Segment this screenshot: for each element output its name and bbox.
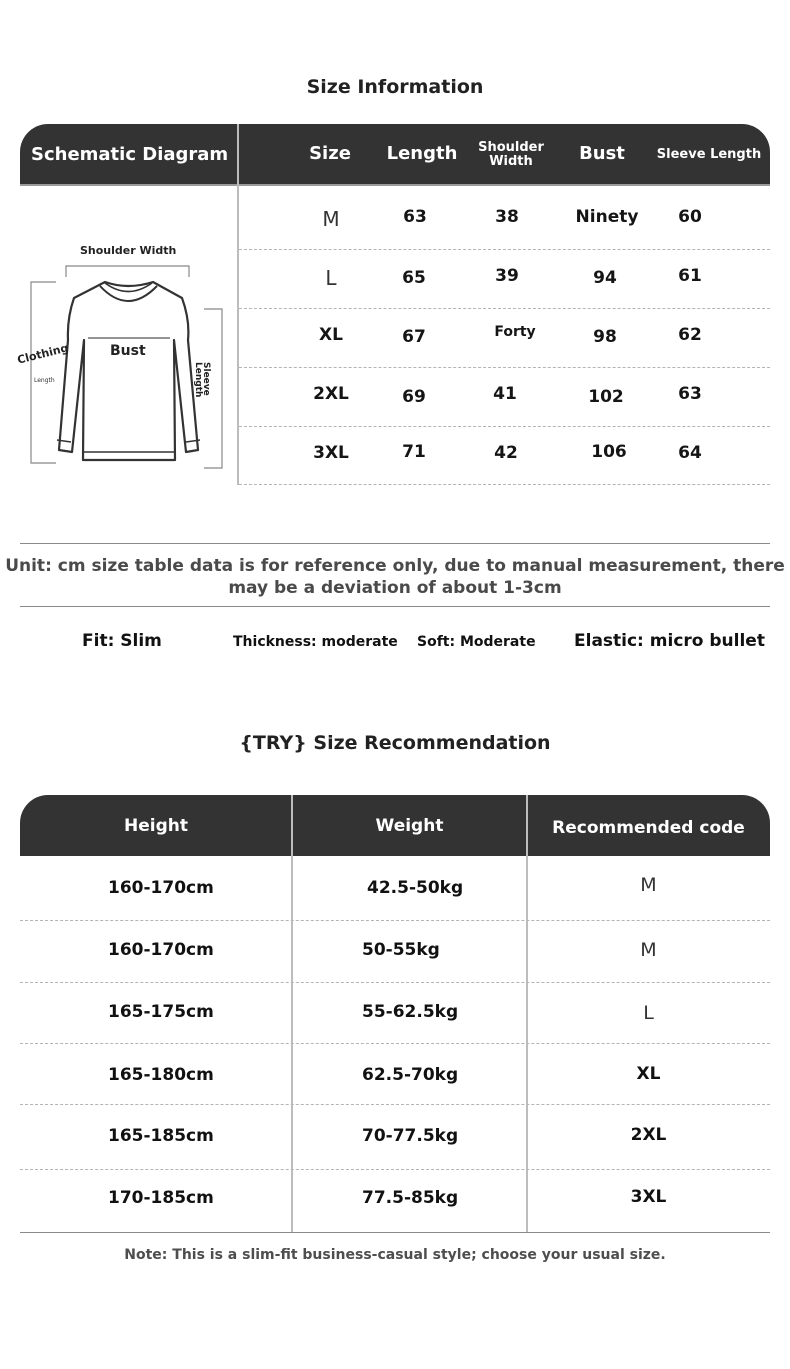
label-sleeve-length-2: Length (193, 362, 203, 398)
table-bottom-border (20, 1232, 770, 1233)
attr-elastic: Elastic: micro bullet (574, 631, 765, 651)
size-info-title: Size Information (306, 76, 484, 98)
cell-code: M (640, 874, 657, 896)
cell-weight: 62.5-70kg (362, 1065, 459, 1085)
col-bust: Bust (579, 143, 625, 165)
header-underline (20, 184, 770, 186)
attr-thickness: Thickness: moderate (233, 634, 398, 650)
cell-height: 165-175cm (108, 1002, 214, 1022)
cell-weight: 77.5-85kg (362, 1188, 459, 1208)
divider-bottom (20, 606, 770, 607)
cell-height: 165-185cm (108, 1126, 214, 1146)
cell-code: 3XL (630, 1187, 667, 1207)
col-sleeve-length: Sleeve Length (656, 146, 762, 162)
row-divider (239, 249, 770, 250)
unit-disclaimer-line1: Unit: cm size table data is for reference only, due to manual measurement, there (5, 556, 785, 576)
cell-size: 3XL (313, 443, 349, 463)
cell-size: L (325, 266, 337, 290)
cell-length: 69 (402, 387, 426, 407)
unit-disclaimer-line2: may be a deviation of about 1-3cm (228, 578, 562, 598)
cell-height: 165-180cm (108, 1065, 214, 1085)
row-divider (239, 426, 770, 427)
col-length: Length (386, 143, 458, 165)
col-weight: Weight (292, 795, 527, 856)
recommendation-title: {TRY} Size Recommendation (239, 732, 551, 754)
cell-size: 2XL (313, 384, 349, 404)
cell-length: 65 (402, 268, 426, 288)
label-sleeve: Sleeve (201, 362, 211, 396)
cell-shoulder: 38 (495, 207, 519, 227)
row-divider (239, 367, 770, 368)
label-shoulder-width: Shoulder Width (80, 244, 177, 257)
cell-sleeve: 62 (678, 325, 702, 345)
cell-bust: 102 (588, 387, 624, 407)
cell-code: XL (636, 1064, 661, 1084)
cell-code: 2XL (630, 1125, 667, 1145)
cell-size: M (322, 207, 340, 231)
attr-fit: Fit: Slim (82, 631, 162, 651)
cell-length: 63 (403, 207, 427, 227)
cell-code: M (640, 939, 657, 961)
column-divider (291, 795, 293, 1233)
size-table-header (239, 124, 770, 185)
cell-sleeve: 64 (678, 443, 702, 463)
divider-top (20, 543, 770, 544)
cell-weight: 70-77.5kg (362, 1126, 459, 1146)
cell-sleeve: 60 (678, 207, 702, 227)
row-divider (20, 1043, 770, 1044)
row-divider (239, 484, 770, 485)
row-divider (239, 308, 770, 309)
label-bust: Bust (110, 343, 146, 359)
cell-bust: 98 (593, 327, 617, 347)
label-clothing: Clothing (16, 341, 70, 367)
col-recommended-code: Recommended code (527, 795, 770, 856)
cell-length: 67 (402, 327, 426, 347)
col-shoulder-width: Shoulder Width (478, 139, 544, 169)
unit-disclaimer (0, 555, 790, 599)
cell-weight: 42.5-50kg (367, 878, 464, 898)
row-divider (20, 920, 770, 921)
cell-shoulder: 41 (493, 384, 517, 404)
row-divider (20, 982, 770, 983)
cell-height: 160-170cm (108, 940, 214, 960)
cell-height: 170-185cm (108, 1188, 214, 1208)
cell-size: XL (319, 325, 343, 345)
cell-bust: 94 (593, 268, 617, 288)
cell-weight: 55-62.5kg (362, 1002, 459, 1022)
cell-sleeve: 63 (678, 384, 702, 404)
col-height: Height (20, 795, 292, 856)
attr-soft: Soft: Moderate (417, 634, 536, 650)
col-size: Size (309, 143, 351, 165)
cell-bust: Ninety (575, 207, 639, 227)
schematic-diagram-header: Schematic Diagram (20, 124, 237, 185)
cell-length: 71 (402, 442, 426, 462)
label-clothing-length: Length (34, 377, 55, 384)
cell-height: 160-170cm (108, 878, 214, 898)
sweater-schematic (0, 230, 240, 480)
cell-bust: 106 (591, 442, 627, 462)
cell-shoulder: 39 (495, 266, 519, 286)
cell-shoulder: 42 (494, 443, 518, 463)
cell-shoulder: Forty (494, 324, 536, 340)
cell-weight: 50-55kg (362, 940, 440, 960)
row-divider (20, 1169, 770, 1170)
row-divider (20, 1104, 770, 1105)
fit-note: Note: This is a slim-fit business-casual style; choose your usual size. (124, 1247, 666, 1263)
cell-code: L (643, 1002, 654, 1024)
cell-sleeve: 61 (678, 266, 702, 286)
